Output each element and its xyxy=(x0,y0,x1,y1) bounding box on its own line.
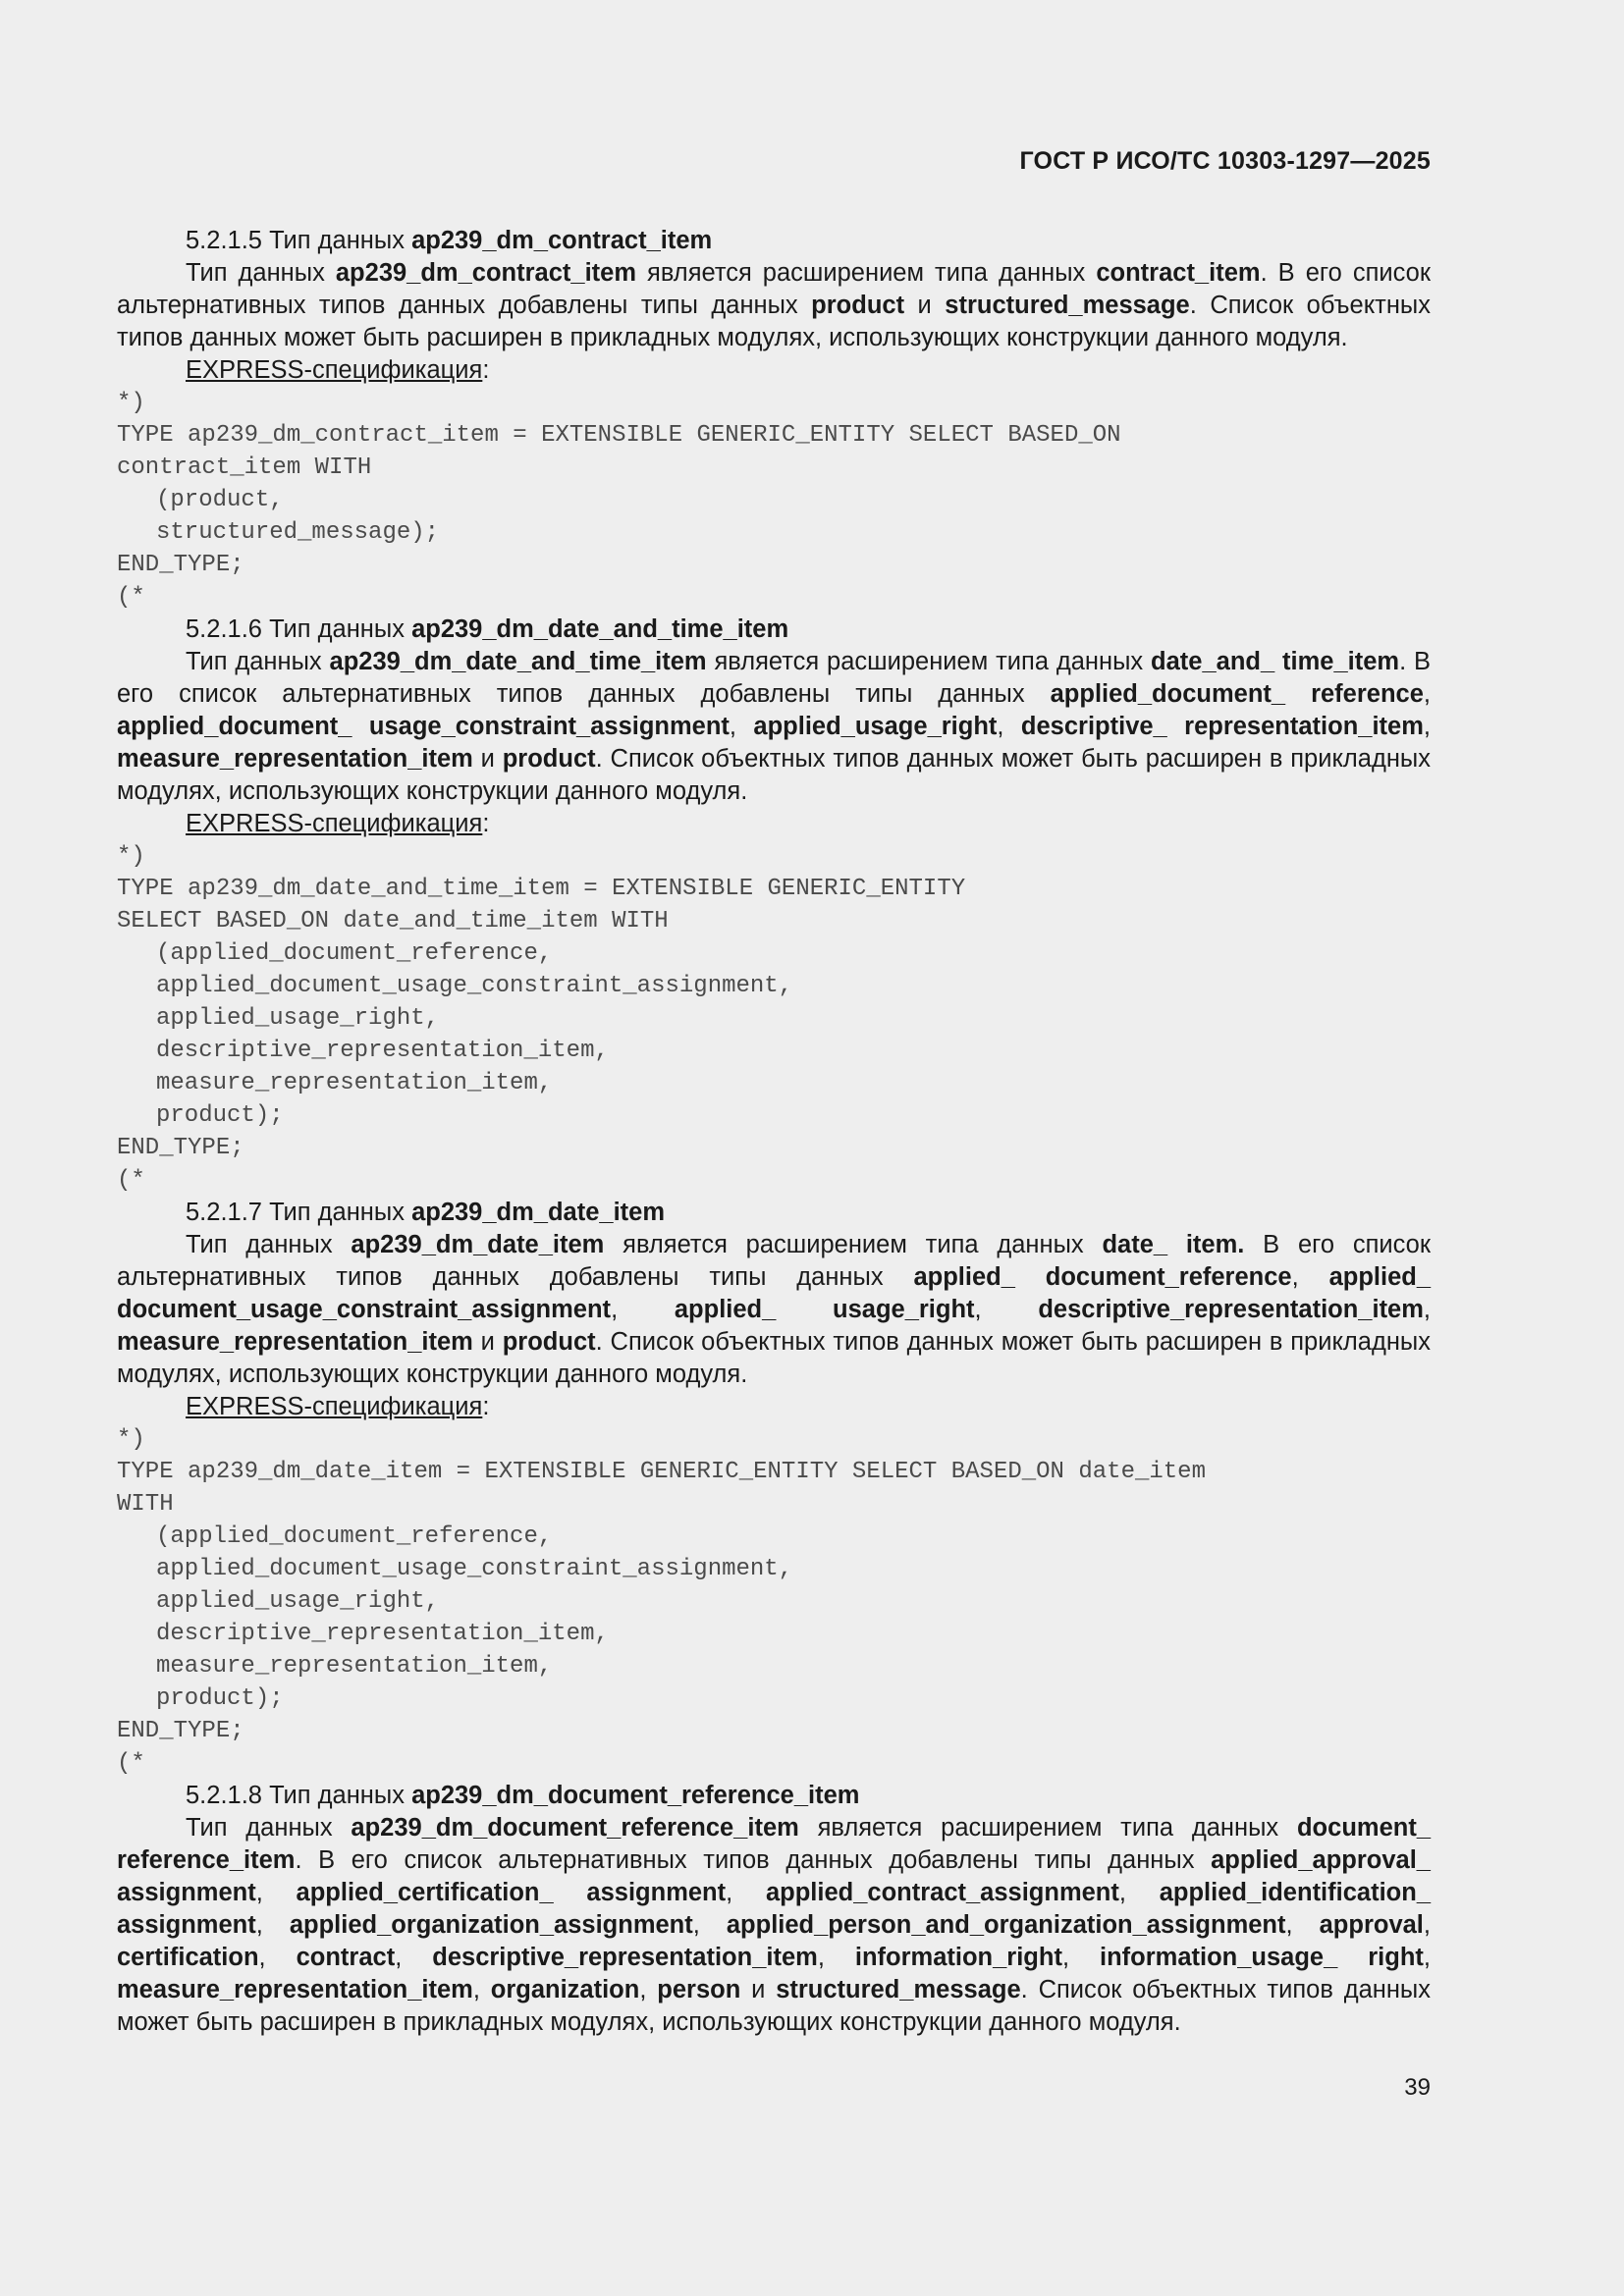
text-run: . В его список альтернативных типов данных добавлены типы данных xyxy=(117,648,1432,708)
text-run: , xyxy=(1118,1879,1160,1906)
express-colon: : xyxy=(482,810,490,837)
section-number: 5.2.1.5 Тип данных xyxy=(186,227,412,254)
text-run: , xyxy=(611,1296,675,1323)
type-name: applied_usage_right xyxy=(753,713,998,740)
type-name: applied_contract_assignment xyxy=(765,1879,1119,1906)
text-run: является расширением типа данных xyxy=(604,1231,1103,1258)
express-code-block xyxy=(117,387,1431,614)
text-run: , xyxy=(255,1879,297,1906)
type-name: ap239_dm_date_item xyxy=(351,1231,605,1258)
code-line: measure_representation_item, xyxy=(156,1070,553,1096)
code-line: *) xyxy=(117,390,145,416)
section xyxy=(117,1197,1431,1780)
code-line: descriptive_representation_item, xyxy=(156,1038,609,1064)
type-name: applied_ usage_right xyxy=(674,1296,975,1323)
text-run: , xyxy=(692,1911,727,1939)
text-run: , xyxy=(974,1296,1039,1323)
code-line: product); xyxy=(156,1685,284,1712)
section-heading xyxy=(117,1780,1431,1812)
type-name: applied_approval_ assignment xyxy=(117,1846,1431,1906)
text-run: , xyxy=(639,1976,658,2003)
express-spec-label xyxy=(117,808,1431,840)
page-number: 39 xyxy=(1404,2074,1431,2101)
type-name: date_ item. xyxy=(1102,1231,1245,1258)
section-type-name: ap239_dm_document_reference_item xyxy=(411,1782,860,1809)
text-run: , xyxy=(1423,1911,1431,1939)
code-line: (product, xyxy=(156,487,284,513)
express-spec-link: EXPRESS-спецификация xyxy=(186,356,483,384)
section-type-name: ap239_dm_date_and_time_item xyxy=(411,615,789,643)
code-line: TYPE ap239_dm_contract_item = EXTENSIBLE GENERIC_ENTITY SELECT BASED_ON xyxy=(117,422,1121,449)
type-name: descriptive_representation_item xyxy=(432,1944,818,1971)
code-line: product); xyxy=(156,1102,284,1129)
type-name: structured_message xyxy=(945,292,1190,319)
section-heading xyxy=(117,225,1431,257)
text-run: является расширением типа данных xyxy=(798,1814,1297,1842)
text-run: , xyxy=(726,1879,766,1906)
text-run: . Список объектных типов данных может быть расширен в прикладных модулях, использующих конструкции данного модуля. xyxy=(117,745,1432,805)
code-line: SELECT BASED_ON date_and_time_item WITH xyxy=(117,908,669,934)
text-run: , xyxy=(1423,680,1431,708)
code-line: applied_usage_right, xyxy=(156,1588,440,1615)
section xyxy=(117,614,1431,1197)
text-run: . В его список альтернативных типов данных добавлены типы данных xyxy=(117,259,1432,319)
text-run: , xyxy=(1423,1944,1432,1971)
text-run: . Список объектных типов данных может быть расширен в прикладных модулях, использующих конструкции данного модуля. xyxy=(117,292,1431,351)
type-name: date_and_ time_item xyxy=(1151,648,1400,675)
type-name: person xyxy=(657,1976,741,2003)
code-line: END_TYPE; xyxy=(117,1135,244,1161)
section-paragraph xyxy=(117,1812,1431,2039)
type-name: applied_ document_reference xyxy=(913,1263,1292,1291)
code-line: applied_document_usage_constraint_assignment, xyxy=(156,973,793,999)
code-line: TYPE ap239_dm_date_item = EXTENSIBLE GENERIC_ENTITY SELECT BASED_ON date_item xyxy=(117,1459,1206,1485)
section-type-name: ap239_dm_date_item xyxy=(411,1199,666,1226)
express-spec-link: EXPRESS-спецификация xyxy=(186,810,483,837)
type-name: product xyxy=(811,292,905,319)
type-name: applied_certification_ assignment xyxy=(296,1879,727,1906)
text-run: является расширением типа данных xyxy=(706,648,1152,675)
express-colon: : xyxy=(482,1393,490,1420)
section xyxy=(117,1780,1431,2039)
type-name: descriptive_representation_item xyxy=(1038,1296,1424,1323)
text-run: , xyxy=(395,1944,433,1971)
type-name: applied_person_and_organization_assignment xyxy=(726,1911,1286,1939)
section-type-name: ap239_dm_contract_item xyxy=(411,227,713,254)
type-name: product xyxy=(502,745,596,773)
code-line: END_TYPE; xyxy=(117,552,244,578)
type-name: ap239_dm_date_and_time_item xyxy=(329,648,707,675)
type-name: applied_document_ usage_constraint_assignment xyxy=(117,713,730,740)
section-number: 5.2.1.8 Тип данных xyxy=(186,1782,412,1809)
express-spec-label xyxy=(117,1391,1431,1423)
type-name: information_usage_ right xyxy=(1100,1944,1424,1971)
text-run: и xyxy=(740,1976,777,2003)
type-name: product xyxy=(502,1328,596,1356)
text-run: и xyxy=(904,292,946,319)
code-line: END_TYPE; xyxy=(117,1718,244,1744)
code-line: structured_message); xyxy=(156,519,440,546)
code-line: (* xyxy=(117,584,145,611)
page-header: ГОСТ Р ИСО/ТС 10303-1297—2025 xyxy=(1019,147,1431,175)
text-run: Тип данных xyxy=(186,1231,352,1258)
type-name: ap239_dm_contract_item xyxy=(335,259,637,287)
text-run: и xyxy=(472,1328,503,1356)
type-name: approval xyxy=(1319,1911,1424,1939)
type-name: applied_identification_ assignment xyxy=(117,1879,1431,1939)
text-run: , xyxy=(817,1944,855,1971)
text-run: является расширением типа данных xyxy=(636,259,1097,287)
code-line: (applied_document_reference, xyxy=(156,940,553,967)
text-run: и xyxy=(472,745,503,773)
code-line: contract_item WITH xyxy=(117,454,372,481)
section xyxy=(117,225,1431,614)
type-name: contract xyxy=(296,1944,396,1971)
express-colon: : xyxy=(482,356,490,384)
type-name: structured_message xyxy=(776,1976,1021,2003)
text-run: , xyxy=(1423,713,1431,740)
section-number: 5.2.1.7 Тип данных xyxy=(186,1199,412,1226)
code-line: (* xyxy=(117,1167,145,1194)
express-code-block xyxy=(117,1423,1431,1780)
text-run: Тип данных xyxy=(186,648,330,675)
type-name: applied_ document_usage_constraint_assignment xyxy=(117,1263,1432,1323)
section-number: 5.2.1.6 Тип данных xyxy=(186,615,412,643)
code-line: (* xyxy=(117,1750,145,1777)
text-run: , xyxy=(1291,1263,1329,1291)
text-run: Тип данных xyxy=(186,1814,352,1842)
express-spec-link: EXPRESS-спецификация xyxy=(186,1393,483,1420)
type-name: measure_representation_item xyxy=(117,1328,473,1356)
type-name: information_right xyxy=(854,1944,1062,1971)
text-run: Тип данных xyxy=(186,259,336,287)
code-line: measure_representation_item, xyxy=(156,1653,553,1680)
code-line: applied_usage_right, xyxy=(156,1005,440,1032)
text-run: , xyxy=(1061,1944,1100,1971)
text-run: , xyxy=(1285,1911,1320,1939)
section-paragraph xyxy=(117,646,1431,808)
type-name: descriptive_ representation_item xyxy=(1020,713,1424,740)
express-spec-label xyxy=(117,354,1431,387)
text-run: , xyxy=(255,1911,290,1939)
type-name: contract_item xyxy=(1096,259,1261,287)
type-name: document_ reference_item xyxy=(117,1814,1432,1874)
type-name: ap239_dm_document_reference_item xyxy=(351,1814,799,1842)
document-body xyxy=(117,225,1431,2039)
text-run: , xyxy=(1423,1296,1432,1323)
code-line: TYPE ap239_dm_date_and_time_item = EXTENSIBLE GENERIC_ENTITY xyxy=(117,876,966,902)
section-paragraph xyxy=(117,1229,1431,1391)
code-line: *) xyxy=(117,843,145,870)
text-run: . В его список альтернативных типов данных добавлены типы данных xyxy=(295,1846,1212,1874)
code-line: (applied_document_reference, xyxy=(156,1523,553,1550)
code-line: *) xyxy=(117,1426,145,1453)
code-line: WITH xyxy=(117,1491,174,1518)
code-line: descriptive_representation_item, xyxy=(156,1621,609,1647)
type-name: measure_representation_item xyxy=(117,1976,473,2003)
type-name: applied_organization_assignment xyxy=(289,1911,693,1939)
type-name: measure_representation_item xyxy=(117,745,473,773)
text-run: . Список объектных типов данных может быть расширен в прикладных модулях, использующих конструкции данного модуля. xyxy=(117,1328,1432,1388)
section-paragraph xyxy=(117,257,1431,354)
code-line: applied_document_usage_constraint_assignment, xyxy=(156,1556,793,1582)
text-run: , xyxy=(258,1944,297,1971)
text-run: . Список объектных типов данных может быть расширен в прикладных модулях, использующих конструкции данного модуля. xyxy=(117,1976,1432,2036)
text-run: , xyxy=(472,1976,491,2003)
text-run: В его список альтернативных типов данных добавлены типы данных xyxy=(117,1231,1432,1291)
express-code-block xyxy=(117,840,1431,1197)
section-heading xyxy=(117,1197,1431,1229)
text-run: , xyxy=(729,713,754,740)
type-name: organization xyxy=(490,1976,640,2003)
type-name: certification xyxy=(117,1944,259,1971)
text-run: , xyxy=(997,713,1021,740)
section-heading xyxy=(117,614,1431,646)
type-name: applied_document_ reference xyxy=(1050,680,1424,708)
